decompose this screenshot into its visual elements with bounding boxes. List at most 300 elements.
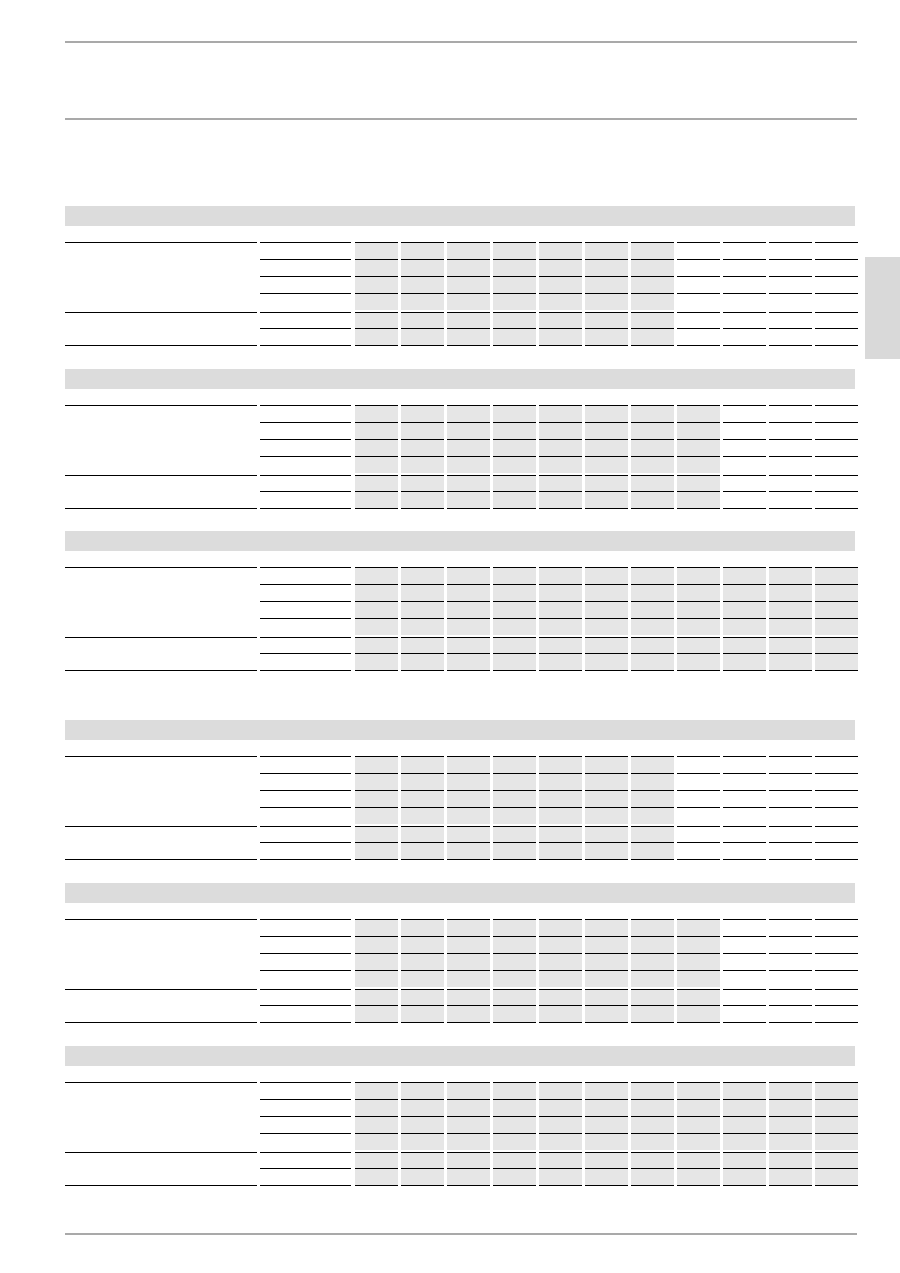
table-bottom-rule [539, 508, 582, 509]
table-cell [723, 637, 766, 654]
table-cell [769, 653, 812, 670]
table-bottom-rule [677, 1022, 720, 1023]
table-bottom-rule [631, 1022, 674, 1023]
table-bottom-rule [447, 670, 490, 671]
table-cell [447, 1168, 490, 1185]
row-label-cell [65, 1168, 257, 1185]
table-cell [723, 601, 766, 618]
table-cell [723, 773, 766, 790]
table-cell [677, 276, 720, 293]
table-bottom-rule [493, 1022, 536, 1023]
section-header-bar [65, 531, 855, 551]
table-bottom-rule [493, 670, 536, 671]
sub-label-cell [260, 491, 351, 509]
table-bottom-rule [723, 508, 766, 509]
table-cell [539, 405, 582, 422]
table-cell [723, 475, 766, 492]
table-cell [539, 1168, 582, 1185]
table-cell [815, 456, 858, 473]
table-cell [677, 936, 720, 953]
table-cell [355, 475, 398, 492]
table-cell [677, 293, 720, 310]
table-cell [769, 312, 812, 329]
table-cell [769, 405, 812, 422]
table-cell [723, 790, 766, 807]
table-cell [769, 584, 812, 601]
table-row [65, 312, 857, 329]
table-cell [769, 953, 812, 970]
table-cell [447, 637, 490, 654]
table-cell [815, 1133, 858, 1150]
table-bottom-rule [355, 508, 398, 509]
table-cell [355, 953, 398, 970]
table-bottom-rule [355, 859, 398, 860]
table-cell [447, 1133, 490, 1150]
table-cell [723, 919, 766, 936]
table-cell [585, 637, 628, 654]
table-cell [355, 584, 398, 601]
table-cell [447, 653, 490, 670]
table-row [65, 637, 857, 654]
table-cell [677, 637, 720, 654]
table-bottom-rule [447, 345, 490, 346]
table-cell [815, 242, 858, 259]
table-bottom-rule [65, 1022, 257, 1023]
table-cell [401, 756, 444, 773]
side-tab [865, 257, 900, 359]
table-bottom-rule [631, 859, 674, 860]
table-bottom-rule [401, 1185, 444, 1186]
table-cell [815, 475, 858, 492]
table-bottom-rule [260, 1185, 351, 1186]
table-cell [447, 242, 490, 259]
table-row [65, 422, 857, 439]
table-section [65, 369, 857, 511]
table-cell [815, 1116, 858, 1133]
table-cell [677, 953, 720, 970]
row-label-cell [65, 276, 257, 293]
table-cell [769, 919, 812, 936]
table-cell [723, 1082, 766, 1099]
table-cell [401, 1116, 444, 1133]
table-cell [631, 259, 674, 276]
table-cell [401, 405, 444, 422]
table-cell [447, 936, 490, 953]
table-cell [769, 1099, 812, 1116]
table-cell [447, 293, 490, 310]
table-cell [355, 790, 398, 807]
table-cell [401, 242, 444, 259]
table-row [65, 1152, 857, 1169]
sub-label-cell [260, 1116, 351, 1134]
table-bottom-rule [401, 859, 444, 860]
row-label-cell [65, 953, 257, 970]
table-cell [401, 475, 444, 492]
table-bottom-rule [260, 859, 351, 860]
table-cell [723, 653, 766, 670]
table-cell [769, 491, 812, 508]
table-bottom-rule [447, 508, 490, 509]
table-cell [585, 567, 628, 584]
table-row [65, 826, 857, 843]
sub-label-cell [260, 1082, 351, 1100]
table-row [65, 790, 857, 807]
table-cell [677, 456, 720, 473]
table-cell [631, 439, 674, 456]
table-cell [815, 919, 858, 936]
table-bottom-rule [65, 670, 257, 671]
table-cell [585, 1152, 628, 1169]
table-cell [493, 328, 536, 345]
table-cell [401, 584, 444, 601]
table-cell [585, 276, 628, 293]
table-cell [355, 842, 398, 859]
table-cell [447, 970, 490, 987]
table-cell [769, 1005, 812, 1022]
table-bottom-rule [539, 1022, 582, 1023]
table-cell [539, 936, 582, 953]
table-cell [769, 970, 812, 987]
table-cell [447, 953, 490, 970]
table-cell [493, 422, 536, 439]
table-cell [769, 456, 812, 473]
table-cell [815, 653, 858, 670]
table-cell [539, 953, 582, 970]
table-cell [585, 807, 628, 824]
table-cell [631, 422, 674, 439]
table-cell [631, 826, 674, 843]
table-row [65, 276, 857, 293]
table-row [65, 328, 857, 345]
table-section [65, 720, 857, 862]
table-cell [815, 1005, 858, 1022]
table-cell [355, 989, 398, 1006]
table-cell [447, 1099, 490, 1116]
table-cell [631, 637, 674, 654]
table-cell [815, 439, 858, 456]
table-cell [677, 1082, 720, 1099]
table-cell [493, 807, 536, 824]
row-label-cell [65, 756, 257, 774]
table-cell [815, 970, 858, 987]
table-cell [355, 1005, 398, 1022]
row-label-cell [65, 1116, 257, 1133]
table-bottom-rule [769, 508, 812, 509]
table-cell [539, 826, 582, 843]
table-cell [355, 422, 398, 439]
table-cell [493, 989, 536, 1006]
table-cell [401, 601, 444, 618]
row-label-cell [65, 242, 257, 260]
table-bottom-rule [260, 1022, 351, 1023]
table-cell [769, 1152, 812, 1169]
table-cell [677, 826, 720, 843]
table-cell [769, 567, 812, 584]
table-bottom-rule [769, 1022, 812, 1023]
table-cell [539, 293, 582, 310]
row-label-cell [65, 842, 257, 859]
table-bottom-rule [585, 1185, 628, 1186]
table-cell [677, 773, 720, 790]
table-cell [585, 439, 628, 456]
table-row [65, 653, 857, 670]
table-cell [677, 756, 720, 773]
table-cell [539, 567, 582, 584]
table-section [65, 206, 857, 348]
table-cell [355, 328, 398, 345]
table-cell [769, 475, 812, 492]
table-bottom-rule [355, 345, 398, 346]
table-cell [539, 1005, 582, 1022]
table-cell [585, 919, 628, 936]
table-cell [723, 439, 766, 456]
table-cell [631, 1168, 674, 1185]
table-bottom-rule [723, 859, 766, 860]
table-cell [401, 653, 444, 670]
table-cell [355, 637, 398, 654]
table-cell [539, 312, 582, 329]
row-label-cell [65, 618, 257, 635]
table-cell [723, 584, 766, 601]
sub-label-cell [260, 439, 351, 457]
table-cell [539, 756, 582, 773]
table-cell [677, 1133, 720, 1150]
table-cell [723, 1152, 766, 1169]
table-cell [631, 328, 674, 345]
table-bottom-rule [493, 508, 536, 509]
table-cell [447, 567, 490, 584]
table-cell [677, 312, 720, 329]
table-cell [723, 405, 766, 422]
table-cell [355, 653, 398, 670]
table-cell [815, 328, 858, 345]
table-cell [493, 653, 536, 670]
table-row [65, 1082, 857, 1099]
table-cell [447, 422, 490, 439]
table-cell [677, 1116, 720, 1133]
table-row [65, 601, 857, 618]
table-bottom-rule [723, 345, 766, 346]
row-label-cell [65, 1005, 257, 1022]
table-cell [493, 637, 536, 654]
table-cell [723, 328, 766, 345]
table-cell [493, 601, 536, 618]
table-cell [447, 756, 490, 773]
table-row [65, 491, 857, 508]
sub-label-cell [260, 1133, 351, 1151]
table-cell [493, 439, 536, 456]
table-cell [723, 312, 766, 329]
sub-label-cell [260, 953, 351, 971]
table-cell [355, 601, 398, 618]
table-cell [723, 1005, 766, 1022]
table-cell [769, 936, 812, 953]
sub-label-cell [260, 807, 351, 825]
table-cell [401, 970, 444, 987]
table-row [65, 1133, 857, 1150]
table-cell [355, 919, 398, 936]
table-row [65, 970, 857, 987]
table-cell [723, 842, 766, 859]
table-cell [815, 1152, 858, 1169]
table-cell [447, 276, 490, 293]
table-cell [677, 567, 720, 584]
table-cell [447, 312, 490, 329]
table-cell [401, 1152, 444, 1169]
table-cell [677, 1168, 720, 1185]
table-row [65, 405, 857, 422]
table-cell [493, 953, 536, 970]
table-cell [355, 936, 398, 953]
table-cell [769, 1082, 812, 1099]
table-cell [401, 1082, 444, 1099]
sub-label-cell [260, 1168, 351, 1186]
table-cell [677, 584, 720, 601]
sub-label-cell [260, 276, 351, 294]
sub-label-cell [260, 456, 351, 474]
table-row [65, 989, 857, 1006]
table-cell [631, 312, 674, 329]
table-cell [723, 1168, 766, 1185]
table-cell [723, 953, 766, 970]
table-cell [631, 756, 674, 773]
table-cell [585, 475, 628, 492]
row-label-cell [65, 422, 257, 439]
table-cell [631, 807, 674, 824]
table-cell [493, 1168, 536, 1185]
table-cell [355, 1168, 398, 1185]
table-cell [447, 1005, 490, 1022]
row-label-cell [65, 970, 257, 987]
table-cell [493, 970, 536, 987]
table-cell [493, 405, 536, 422]
table-bottom-rule [677, 345, 720, 346]
row-label-cell [65, 405, 257, 423]
table-bottom-rule [65, 508, 257, 509]
table-cell [769, 842, 812, 859]
table-cell [539, 439, 582, 456]
table-cell [815, 422, 858, 439]
table-cell [493, 259, 536, 276]
row-label-cell [65, 653, 257, 670]
table-bottom-rule [723, 1185, 766, 1186]
table-cell [447, 790, 490, 807]
table-cell [815, 953, 858, 970]
table-cell [401, 456, 444, 473]
table-cell [493, 567, 536, 584]
table-cell [539, 773, 582, 790]
table-cell [631, 653, 674, 670]
table-cell [769, 293, 812, 310]
table-cell [447, 773, 490, 790]
table-cell [769, 242, 812, 259]
table-row [65, 1005, 857, 1022]
table-cell [401, 328, 444, 345]
table-bottom-rule [585, 345, 628, 346]
table-cell [493, 584, 536, 601]
table-cell [769, 756, 812, 773]
row-label-cell [65, 601, 257, 618]
table-cell [815, 293, 858, 310]
table-row [65, 567, 857, 584]
table-cell [815, 1168, 858, 1185]
table-cell [447, 1116, 490, 1133]
table-cell [355, 807, 398, 824]
table-cell [631, 475, 674, 492]
table-cell [631, 618, 674, 635]
table-bottom-rule [493, 345, 536, 346]
table-bottom-rule [815, 1022, 858, 1023]
row-label-cell [65, 259, 257, 276]
table-cell [539, 491, 582, 508]
table-cell [447, 259, 490, 276]
table-cell [631, 293, 674, 310]
sub-label-cell [260, 756, 351, 774]
table-bottom-rule [631, 345, 674, 346]
table-cell [355, 1099, 398, 1116]
table-bottom-rule [815, 859, 858, 860]
table-cell [677, 328, 720, 345]
table-cell [631, 773, 674, 790]
table-cell [723, 491, 766, 508]
table-row [65, 293, 857, 310]
table-cell [493, 842, 536, 859]
table-row [65, 1168, 857, 1185]
row-label-cell [65, 1133, 257, 1150]
table-cell [631, 1133, 674, 1150]
table-cell [677, 405, 720, 422]
row-label-cell [65, 807, 257, 824]
table-cell [769, 422, 812, 439]
table-bottom-rule [65, 345, 257, 346]
table-cell [447, 842, 490, 859]
table-cell [815, 807, 858, 824]
table-cell [355, 439, 398, 456]
row-label-cell [65, 293, 257, 310]
table-cell [401, 439, 444, 456]
table-cell [401, 936, 444, 953]
section-header-bar [65, 883, 855, 903]
table-cell [769, 826, 812, 843]
table-cell [401, 276, 444, 293]
table-bottom-rule [447, 1022, 490, 1023]
table-cell [677, 919, 720, 936]
table-cell [769, 601, 812, 618]
table-cell [723, 456, 766, 473]
table-cell [401, 567, 444, 584]
table-cell [815, 826, 858, 843]
table-cell [493, 936, 536, 953]
table-cell [631, 567, 674, 584]
table-cell [539, 790, 582, 807]
table-cell [493, 456, 536, 473]
table-cell [585, 790, 628, 807]
table-cell [401, 989, 444, 1006]
table-cell [723, 1116, 766, 1133]
table-cell [585, 312, 628, 329]
table-cell [677, 259, 720, 276]
sub-label-cell [260, 790, 351, 808]
table-cell [539, 618, 582, 635]
table-cell [539, 475, 582, 492]
sub-label-cell [260, 618, 351, 636]
table-cell [631, 953, 674, 970]
table-cell [585, 1099, 628, 1116]
table-cell [401, 259, 444, 276]
table-cell [493, 242, 536, 259]
table-cell [769, 807, 812, 824]
sub-label-cell [260, 242, 351, 260]
